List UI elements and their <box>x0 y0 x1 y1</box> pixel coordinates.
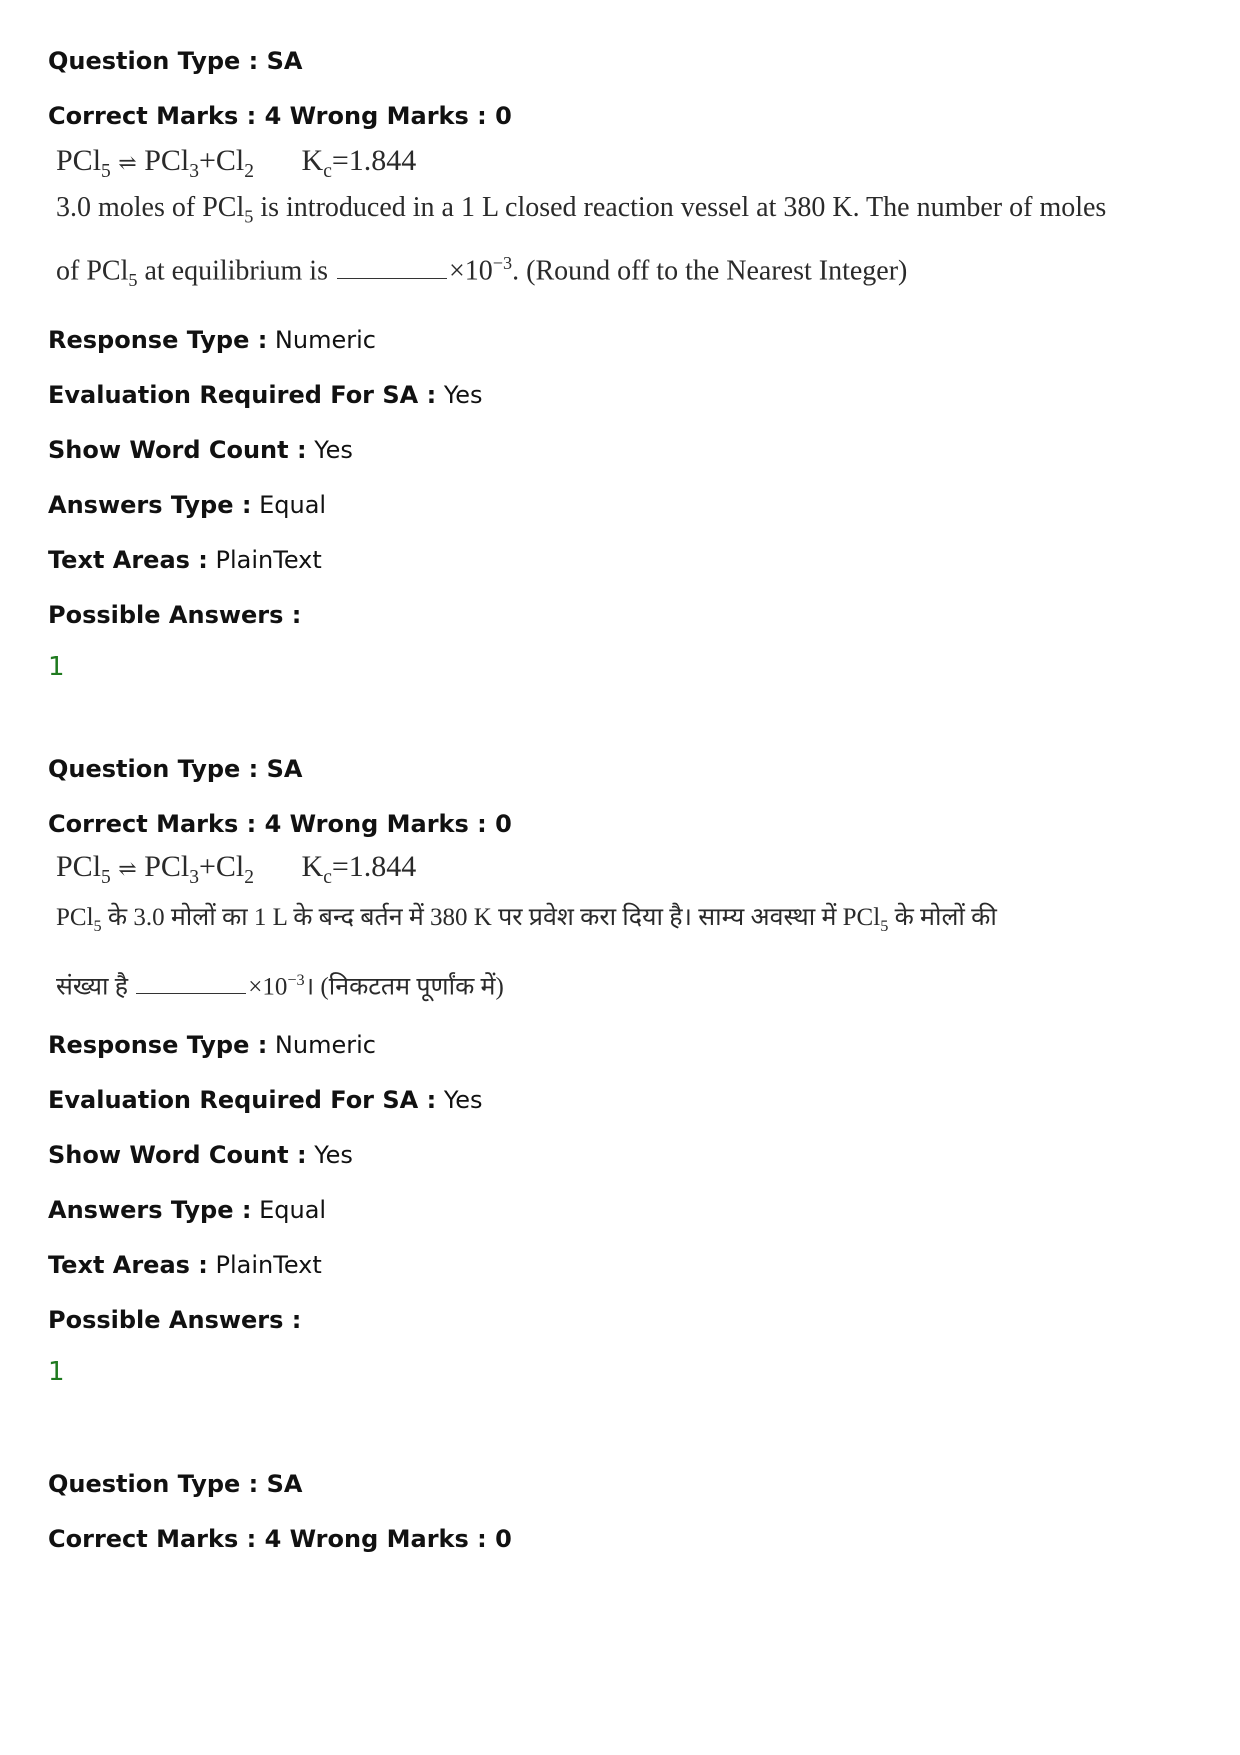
question-type-line <box>48 1469 1192 1499</box>
question-type-line <box>48 46 1192 76</box>
question-text-image <box>56 141 1192 303</box>
question-text-image <box>56 847 1192 1010</box>
question-block-1 <box>48 46 1192 684</box>
marks-line: Correct Marks : 4 Wrong Marks : 0 <box>48 809 512 838</box>
text-areas-line: Text Areas : PlainText <box>48 1250 322 1279</box>
possible-answers-label: Possible Answers : <box>48 1305 302 1334</box>
equilibrium-arrow: ⇌ <box>118 855 137 881</box>
question-block-2 <box>48 754 1192 1389</box>
word-count-line: Show Word Count : Yes <box>48 435 353 464</box>
question-type-label: Question Type : <box>48 1469 259 1498</box>
question-type-value: SA <box>266 754 303 783</box>
question-text-line-1: 3.0 moles of PCl$_5$ is introduced in a 1 L closed reaction vessel at 380 K. The number of moles <box>56 192 1107 227</box>
question-text-line-2: संख्या है $\times 10^{-3}।$ (निकटतम पूर्णांक में) <box>56 970 504 1000</box>
word-count-line: Show Word Count : Yes <box>48 1140 353 1169</box>
answer-blank <box>136 975 246 994</box>
possible-answers-label: Possible Answers : <box>48 600 302 629</box>
answers-type-line: Answers Type : Equal <box>48 490 327 519</box>
question-type-label: Question Type : <box>48 47 259 75</box>
question-type-value: SA <box>266 1469 303 1498</box>
possible-answer-value: 1 <box>48 1356 65 1387</box>
answer-blank <box>337 260 447 279</box>
text-areas-line: Text Areas : PlainText <box>48 545 322 574</box>
response-type-line: Response Type : Numeric <box>48 325 376 354</box>
question-text-line-1: PCl$_5$ के 3.0 मोलों का 1 L के बन्द बर्तन में 380 K पर प्रवेश करा दिया है। साम्य अवस्था में PCl$_5$ के मोलों की <box>56 903 997 935</box>
question-type-label: Question Type : <box>48 754 259 783</box>
evaluation-line: Evaluation Required For SA : Yes <box>48 380 483 409</box>
evaluation-line: Evaluation Required For SA : Yes <box>48 1085 483 1114</box>
question-paper-page <box>48 40 1192 1554</box>
response-type-line: Response Type : Numeric <box>48 1030 376 1059</box>
marks-line: Correct Marks : 4 Wrong Marks : 0 <box>48 102 512 130</box>
equilibrium-arrow: ⇌ <box>118 150 137 175</box>
answers-type-line: Answers Type : Equal <box>48 1195 327 1224</box>
possible-answer-value: 1 <box>48 651 65 682</box>
equilibrium-equation: PCl$_5$ ⇌ $PCl_3+Cl_2$ $K_c=1.844$ <box>56 849 417 888</box>
equilibrium-equation: PCl$_5$ ⇌ $PCl_3+Cl_2$ $K_c=1.844$ <box>56 144 417 182</box>
question-block-3 <box>48 1469 1192 1554</box>
question-type-line <box>48 754 1192 784</box>
question-text-line-2: of PCl$_5$ at equilibrium is $\times 10^{-3}$. (Round off to the Nearest Integer) <box>56 252 908 290</box>
marks-line: Correct Marks : 4 Wrong Marks : 0 <box>48 1524 512 1553</box>
question-type-value: SA <box>266 47 303 75</box>
